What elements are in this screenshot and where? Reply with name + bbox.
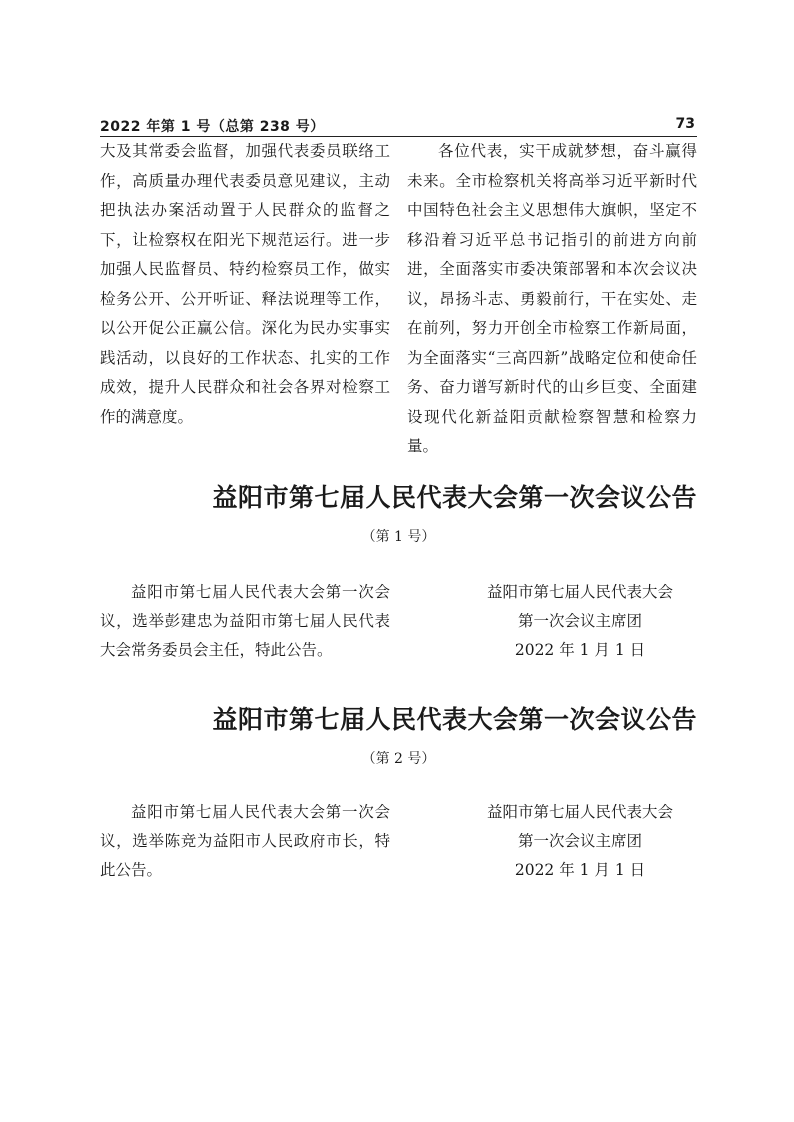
page-number: 73 — [675, 116, 695, 132]
notice-1-signoff — [460, 578, 700, 665]
notice-2-body-text: 益阳市第七届人民代表大会第一次会议，选举陈竞为益阳市人民政府市长，特此公告。 — [100, 803, 390, 879]
notice-2-signoff — [460, 798, 700, 885]
notice-1-title: 益阳市第七届人民代表大会第一次会议公告 — [212, 483, 697, 512]
notice-1-signoff-body: 第一次会议主席团 — [517, 612, 642, 630]
notice-2-signoff-body: 第一次会议主席团 — [517, 832, 642, 850]
notice-1-number: （第 1 号） — [361, 529, 436, 545]
right-column — [407, 137, 697, 462]
notice-1-body — [100, 578, 390, 665]
notice-1-body-text: 益阳市第七届人民代表大会第一次会议，选举彭建忠为益阳市第七届人民代表大会常务委员会主任，特此公告。 — [100, 583, 390, 659]
notice-2-title: 益阳市第七届人民代表大会第一次会议公告 — [212, 705, 697, 734]
running-header — [100, 114, 697, 137]
notice-2-number: （第 2 号） — [361, 751, 436, 767]
right-column-paragraph: 各位代表，实干成就梦想，奋斗赢得未来。全市检察机关将高举习近平新时代中国特色社会主义思想伟大旗帜，坚定不移沿着习近平总书记指引的前进方向前进，全面落实市委决策部署和本次会议决议，昂扬斗志、勇毅前行，干在实处、走在前列，努力开创全市检察工作新局面，为全面落实“三高四新”战略定位和使命任务、奋力谱写新时代的山乡巨变、全面建设现代化新益阳贡献检察智慧和检察力量。 — [407, 142, 697, 455]
issue-label: 2022 年第 1 号（总第 238 号） — [100, 119, 325, 135]
left-column-paragraph: 大及其常委会监督，加强代表委员联络工作，高质量办理代表委员意见建议，主动把执法办案活动置于人民群众的监督之下，让检察权在阳光下规范运行。进一步加强人民监督员、特约检察员工作，做实检务公开、公开听证、释法说理等工作，以公开促公正赢公信。深化为民办实事实践活动，以良好的工作状态、扎实的工作成效，提升人民群众和社会各界对检察工作的满意度。 — [100, 142, 390, 426]
notice-1-signoff-org: 益阳市第七届人民代表大会 — [486, 583, 673, 601]
notice-1-date: 2022 年 1 月 1 日 — [514, 641, 646, 659]
left-column — [100, 137, 390, 432]
notice-2-body — [100, 798, 390, 885]
notice-2-date: 2022 年 1 月 1 日 — [514, 861, 646, 879]
notice-2-signoff-org: 益阳市第七届人民代表大会 — [486, 803, 673, 821]
